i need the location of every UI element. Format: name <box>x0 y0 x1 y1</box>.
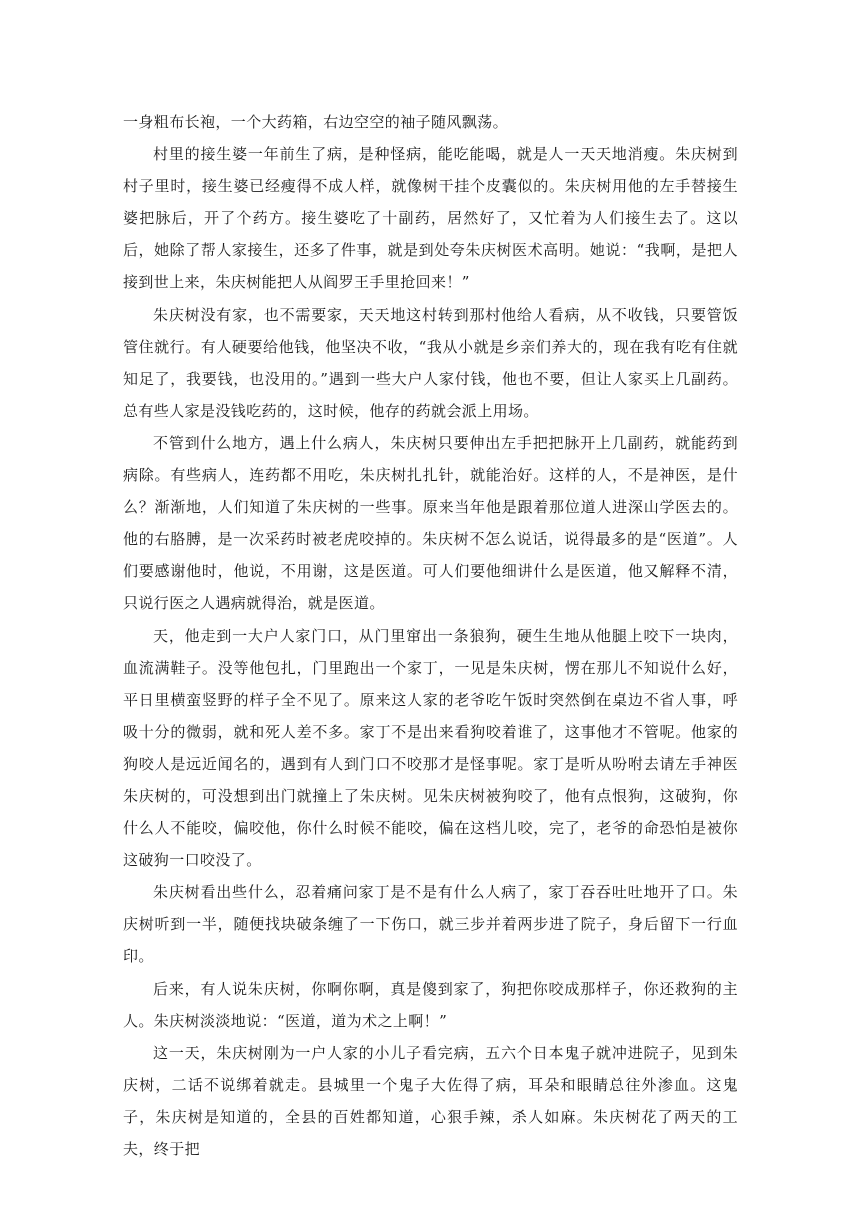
paragraph-1: 一身粗布长袍，一个大药箱，右边空空的袖子随风飘荡。 <box>123 113 509 131</box>
paragraph-6: 朱庆树看出些什么，忍着痛问家丁是不是有什么人病了，家丁吞吞吐吐地开了口。朱庆树听到一半，随便找块破条缠了一下伤口，就三步并着两步进了院子，身后留下一行血印。 <box>123 883 738 966</box>
article-body <box>123 106 738 1165</box>
paragraph-5: 天，他走到一大户人家门口，从门里窜出一条狼狗，硬生生地从他腿上咬下一块肉，血流满鞋子。没等他包扎，门里跑出一个家丁，一见是朱庆树，愣在那儿不知说什么好，平日里横蛮竖野的样子全不见了。原来这人家的老爷吃午饭时突然倒在桌边不省人事，呼吸十分的微弱，就和死人差不多。家丁不是出来看狗咬着谁了，这事他才不管呢。他家的狗咬人是远近闻名的，遇到有人到门口不咬那才是怪事呢。家丁是听从吩咐去请左手神医朱庆树的，可没想到出门就撞上了朱庆树。见朱庆树被狗咬了，他有点恨狗，这破狗，你什么人不能咬，偏咬他，你什么时候不能咬，偏在这档儿咬，完了，老爷的命恐怕是被你这破狗一口咬没了。 <box>123 626 738 870</box>
paragraph-7: 后来，有人说朱庆树，你啊你啊，真是傻到家了，狗把你咬成那样子，你还救狗的主人。朱庆树淡淡地说：“医道，道为术之上啊！” <box>123 979 738 1030</box>
paragraph-3: 朱庆树没有家，也不需要家，天天地这村转到那村他给人看病，从不收钱，只要管饭管住就行。有人硬要给他钱，他坚决不收，“我从小就是乡亲们养大的，现在我有吃有住就知足了，我要钱，也没用的。”遇到一些大户人家付钱，他也不要，但让人家买上几副药。总有些人家是没钱吃药的，这时候，他存的药就会派上用场。 <box>123 305 738 420</box>
paragraph-2: 村里的接生婆一年前生了病，是种怪病，能吃能喝，就是人一天天地消瘦。朱庆树到村子里时，接生婆已经瘦得不成人样，就像树干挂个皮囊似的。朱庆树用他的左手替接生婆把脉后，开了个药方。接生婆吃了十副药，居然好了，又忙着为人们接生去了。这以后，她除了帮人家接生，还多了件事，就是到处夸朱庆树医术高明。她说：“我啊，是把人接到世上来，朱庆树能把人从阎罗王手里抢回来！” <box>123 145 738 292</box>
paragraph-8: 这一天，朱庆树刚为一户人家的小儿子看完病，五六个日本鬼子就冲进院子，见到朱庆树，二话不说绑着就走。县城里一个鬼子大佐得了病，耳朵和眼睛总往外渗血。这鬼子，朱庆树是知道的，全县的百姓都知道，心狠手辣，杀人如麻。朱庆树花了两天的工夫，终于把 <box>123 1043 738 1158</box>
paragraph-4: 不管到什么地方，遇上什么病人，朱庆树只要伸出左手把把脉开上几副药，就能药到病除。有些病人，连药都不用吃，朱庆树扎扎针，就能治好。这样的人，不是神医，是什么？渐渐地，人们知道了朱庆树的一些事。原来当年他是跟着那位道人进深山学医去的。他的右胳膊，是一次采药时被老虎咬掉的。朱庆树不怎么说话，说得最多的是“医道”。人们要感谢他时，他说，不用谢，这是医道。可人们要他细讲什么是医道，他又解释不清，只说行医之人遇病就得治，就是医道。 <box>123 433 738 613</box>
